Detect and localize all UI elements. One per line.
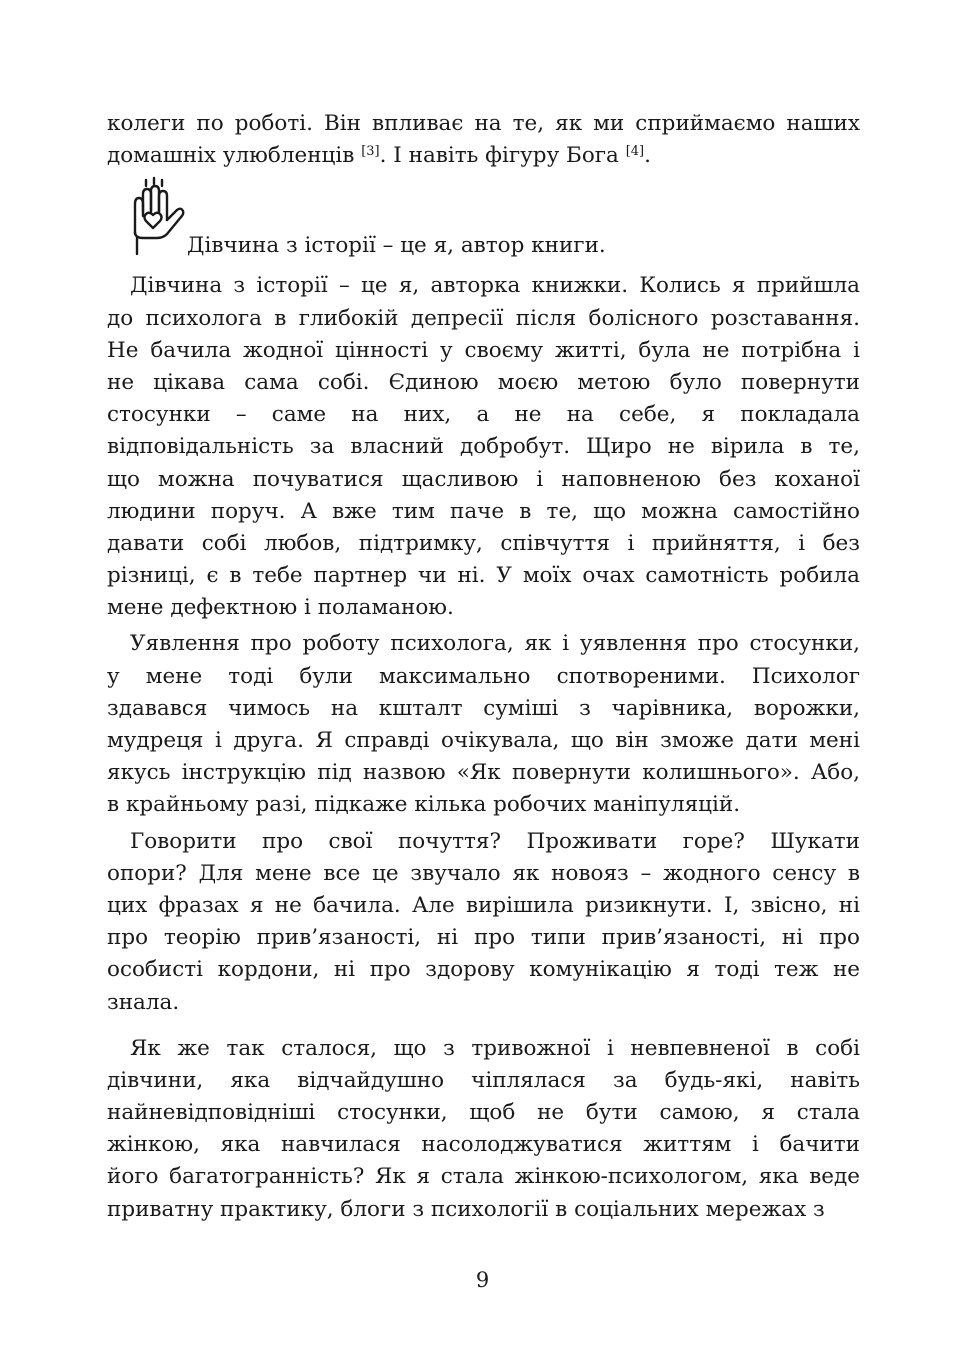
paragraph-gap	[107, 1019, 860, 1033]
text-line: що можна почуватися щасливою і наповненою без коханої	[107, 466, 860, 492]
text-fragment: .	[644, 143, 651, 169]
text-line: Уявлення про роботу психолога, як і уявлення про стосунки,	[130, 631, 860, 657]
footnote-ref[interactable]: [4]	[625, 144, 645, 160]
callout-block	[107, 172, 860, 270]
footnote-ref[interactable]: [3]	[361, 144, 380, 160]
text-line: Говорити про свої почуття? Проживати горе? Шукати	[130, 828, 860, 854]
text-line: колеги по роботі. Він впливає на те, як ми сприймаємо наших	[107, 111, 860, 136]
paragraphs	[107, 270, 860, 1225]
text-line: не цікава сама собі. Єдиною моєю метою було повернути	[107, 369, 860, 395]
paragraph	[107, 270, 860, 624]
text-line: Як же так сталося, що з тривожної і невпевненої в собі	[130, 1035, 860, 1061]
text-line: дівчини, яка відчайдушно чіплялася за будь-які, навіть	[107, 1067, 860, 1093]
text-line: мудреця і друга. Я справді очікувала, що він зможе дати мені	[107, 728, 860, 753]
paragraph	[107, 628, 860, 821]
text-line: давати собі любов, підтримку, співчуття і прийняття, і без	[107, 530, 860, 556]
hand-heart-icon	[129, 176, 185, 256]
text-line: найневідповідніші стосунки, щоб не бути самою, я стала	[107, 1100, 860, 1126]
text-line: приватну практику, блоги з психології в соціальних мережах з	[107, 1196, 825, 1222]
text-line: стосунки – саме на них, а не на себе, я покладала	[107, 402, 860, 428]
text-line	[107, 140, 860, 172]
text-line: знала.	[107, 989, 180, 1015]
text-line: відповідальність за власний добробут. Щиро не вірила в те,	[107, 434, 860, 460]
text-fragment: домашніх улюбленців	[107, 143, 362, 169]
text-line: в крайньому разі, підкаже кілька робочих маніпуляцій.	[107, 792, 741, 818]
page-body	[107, 108, 860, 1226]
text-line: опори? Для мене все це звучало як новояз – жодного сенсу в	[107, 860, 860, 886]
text-line: Дівчина з історії – це я, авторка книжки. Колись я прийшла	[130, 273, 860, 299]
text-line: у мене тоді були максимально спотвореними. Психолог	[107, 663, 860, 689]
text-line: якусь інструкцію під назвою «Як повернути колишнього». Або,	[107, 760, 860, 786]
intro-paragraph	[107, 108, 860, 172]
text-line: мене дефектною і поламаною.	[107, 595, 454, 621]
text-line: людини поруч. А вже тим паче в те, що можна самостійно	[107, 498, 860, 524]
text-line: цих фразах я не бачила. Але вирішила ризикнути. І, звісно, ні	[107, 892, 860, 918]
text-line: різниці, є в тебе партнер чи ні. У моїх очах самотність робила	[107, 563, 860, 589]
text-fragment: . І навіть фігуру Бога	[379, 143, 626, 169]
paragraph	[107, 1033, 860, 1226]
text-line: Не бачила жодної цінності у своєму житті, була не потрібна і	[107, 337, 860, 363]
text-line: його багатогранність? Як я стала жінкою-психологом, яка веде	[107, 1164, 860, 1190]
paragraph	[107, 826, 860, 1019]
page-number: 9	[475, 1268, 490, 1292]
text-line: про теорію прив’язаності, ні про типи прив’язаності, ні про	[107, 925, 860, 951]
text-line: жінкою, яка навчилася насолоджуватися життям і бачити	[107, 1132, 860, 1158]
text-line: здавався чимось на кшталт суміші з чарівника, ворожки,	[107, 695, 860, 721]
text-line: особисті кордони, ні про здорову комунікацію я тоді теж не	[107, 957, 860, 983]
text-line: до психолога в глибокій депресії після болісного розставання.	[107, 305, 860, 331]
callout-text: Дівчина з історії – це я, автор книги.	[187, 233, 606, 259]
